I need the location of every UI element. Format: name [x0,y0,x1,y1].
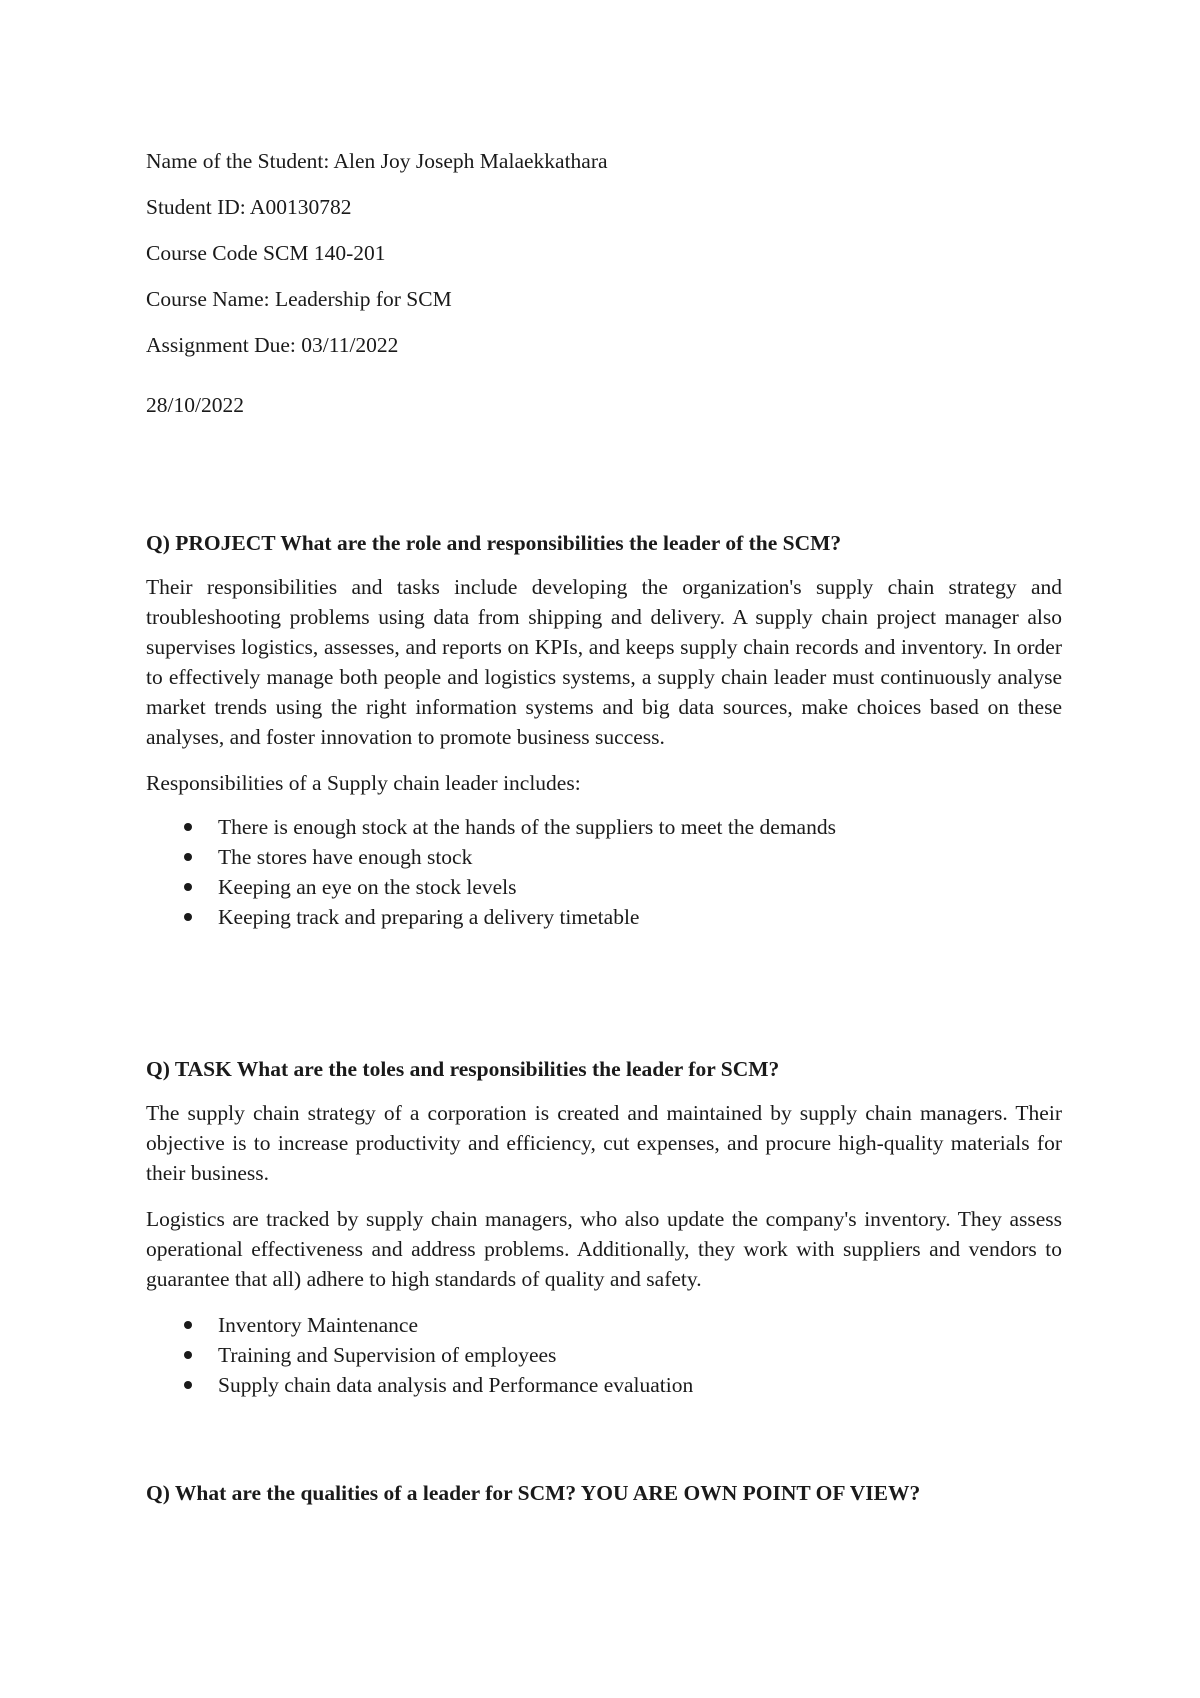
list-item-text: Inventory Maintenance [218,1313,418,1337]
section2-paragraph-1: The supply chain strategy of a corporation is created and maintained by supply chain managers. Their objective is to increase productivity and efficiency, cut expenses, and procure high-quality materials for their business. [146,1101,1062,1185]
list-item [146,872,1062,902]
section-project-roles [146,528,1062,932]
question-heading-3: Q) What are the qualities of a leader for SCM? YOU ARE OWN POINT OF VIEW? [146,1481,921,1505]
section1-paragraph: Their responsibilities and tasks include developing the organization's supply chain strategy and troubleshooting problems using data from shipping and delivery. A supply chain project manager also supervises logistics, assesses, and reports on KPIs, and keeps supply chain records and inventory. In order to effectively manage both people and logistics systems, a supply chain leader must continuously analyse market trends using the right information systems and big data sources, make choices based on these analyses, and foster innovation to promote business success. [146,575,1062,749]
bullet-icon [184,823,192,831]
section-task-roles [146,1054,1062,1400]
student-id-line: Student ID: A00130782 [146,195,352,219]
list-item [146,812,1062,842]
bullet-icon [184,1351,192,1359]
list-item [146,1370,1062,1400]
document-body [146,146,1062,1522]
list-item-text: Keeping an eye on the stock levels [218,875,517,899]
section2-paragraph-2: Logistics are tracked by supply chain managers, who also update the company's inventory. They assess operational effectiveness and address problems. Additionally, they work with suppliers and vendors to guarantee that all) adhere to high standards of quality and safety. [146,1207,1062,1291]
student-info [146,146,1062,420]
responsibilities-list [146,812,1062,932]
list-item [146,1340,1062,1370]
list-item [146,1310,1062,1340]
list-item-text: Supply chain data analysis and Performance evaluation [218,1373,694,1397]
bullet-icon [184,1321,192,1329]
responsibilities-intro: Responsibilities of a Supply chain leader includes: [146,771,581,795]
bullet-icon [184,853,192,861]
bullet-icon [184,1381,192,1389]
bullet-icon [184,913,192,921]
bullet-icon [184,883,192,891]
list-item [146,902,1062,932]
assignment-due-line: Assignment Due: 03/11/2022 [146,333,399,357]
question-heading-1: Q) PROJECT What are the role and responsibilities the leader of the SCM? [146,531,842,555]
task-list [146,1310,1062,1400]
section-qualities [146,1478,1062,1508]
list-item-text: Training and Supervision of employees [218,1343,557,1367]
list-item-text: The stores have enough stock [218,845,473,869]
list-item [146,842,1062,872]
list-item-text: There is enough stock at the hands of the suppliers to meet the demands [218,815,836,839]
list-item-text: Keeping track and preparing a delivery timetable [218,905,640,929]
document-date: 28/10/2022 [146,393,244,417]
course-code-line: Course Code SCM 140-201 [146,241,386,265]
question-heading-2: Q) TASK What are the toles and responsibilities the leader for SCM? [146,1057,780,1081]
student-name-line: Name of the Student: Alen Joy Joseph Malaekkathara [146,149,608,173]
course-name-line: Course Name: Leadership for SCM [146,287,452,311]
